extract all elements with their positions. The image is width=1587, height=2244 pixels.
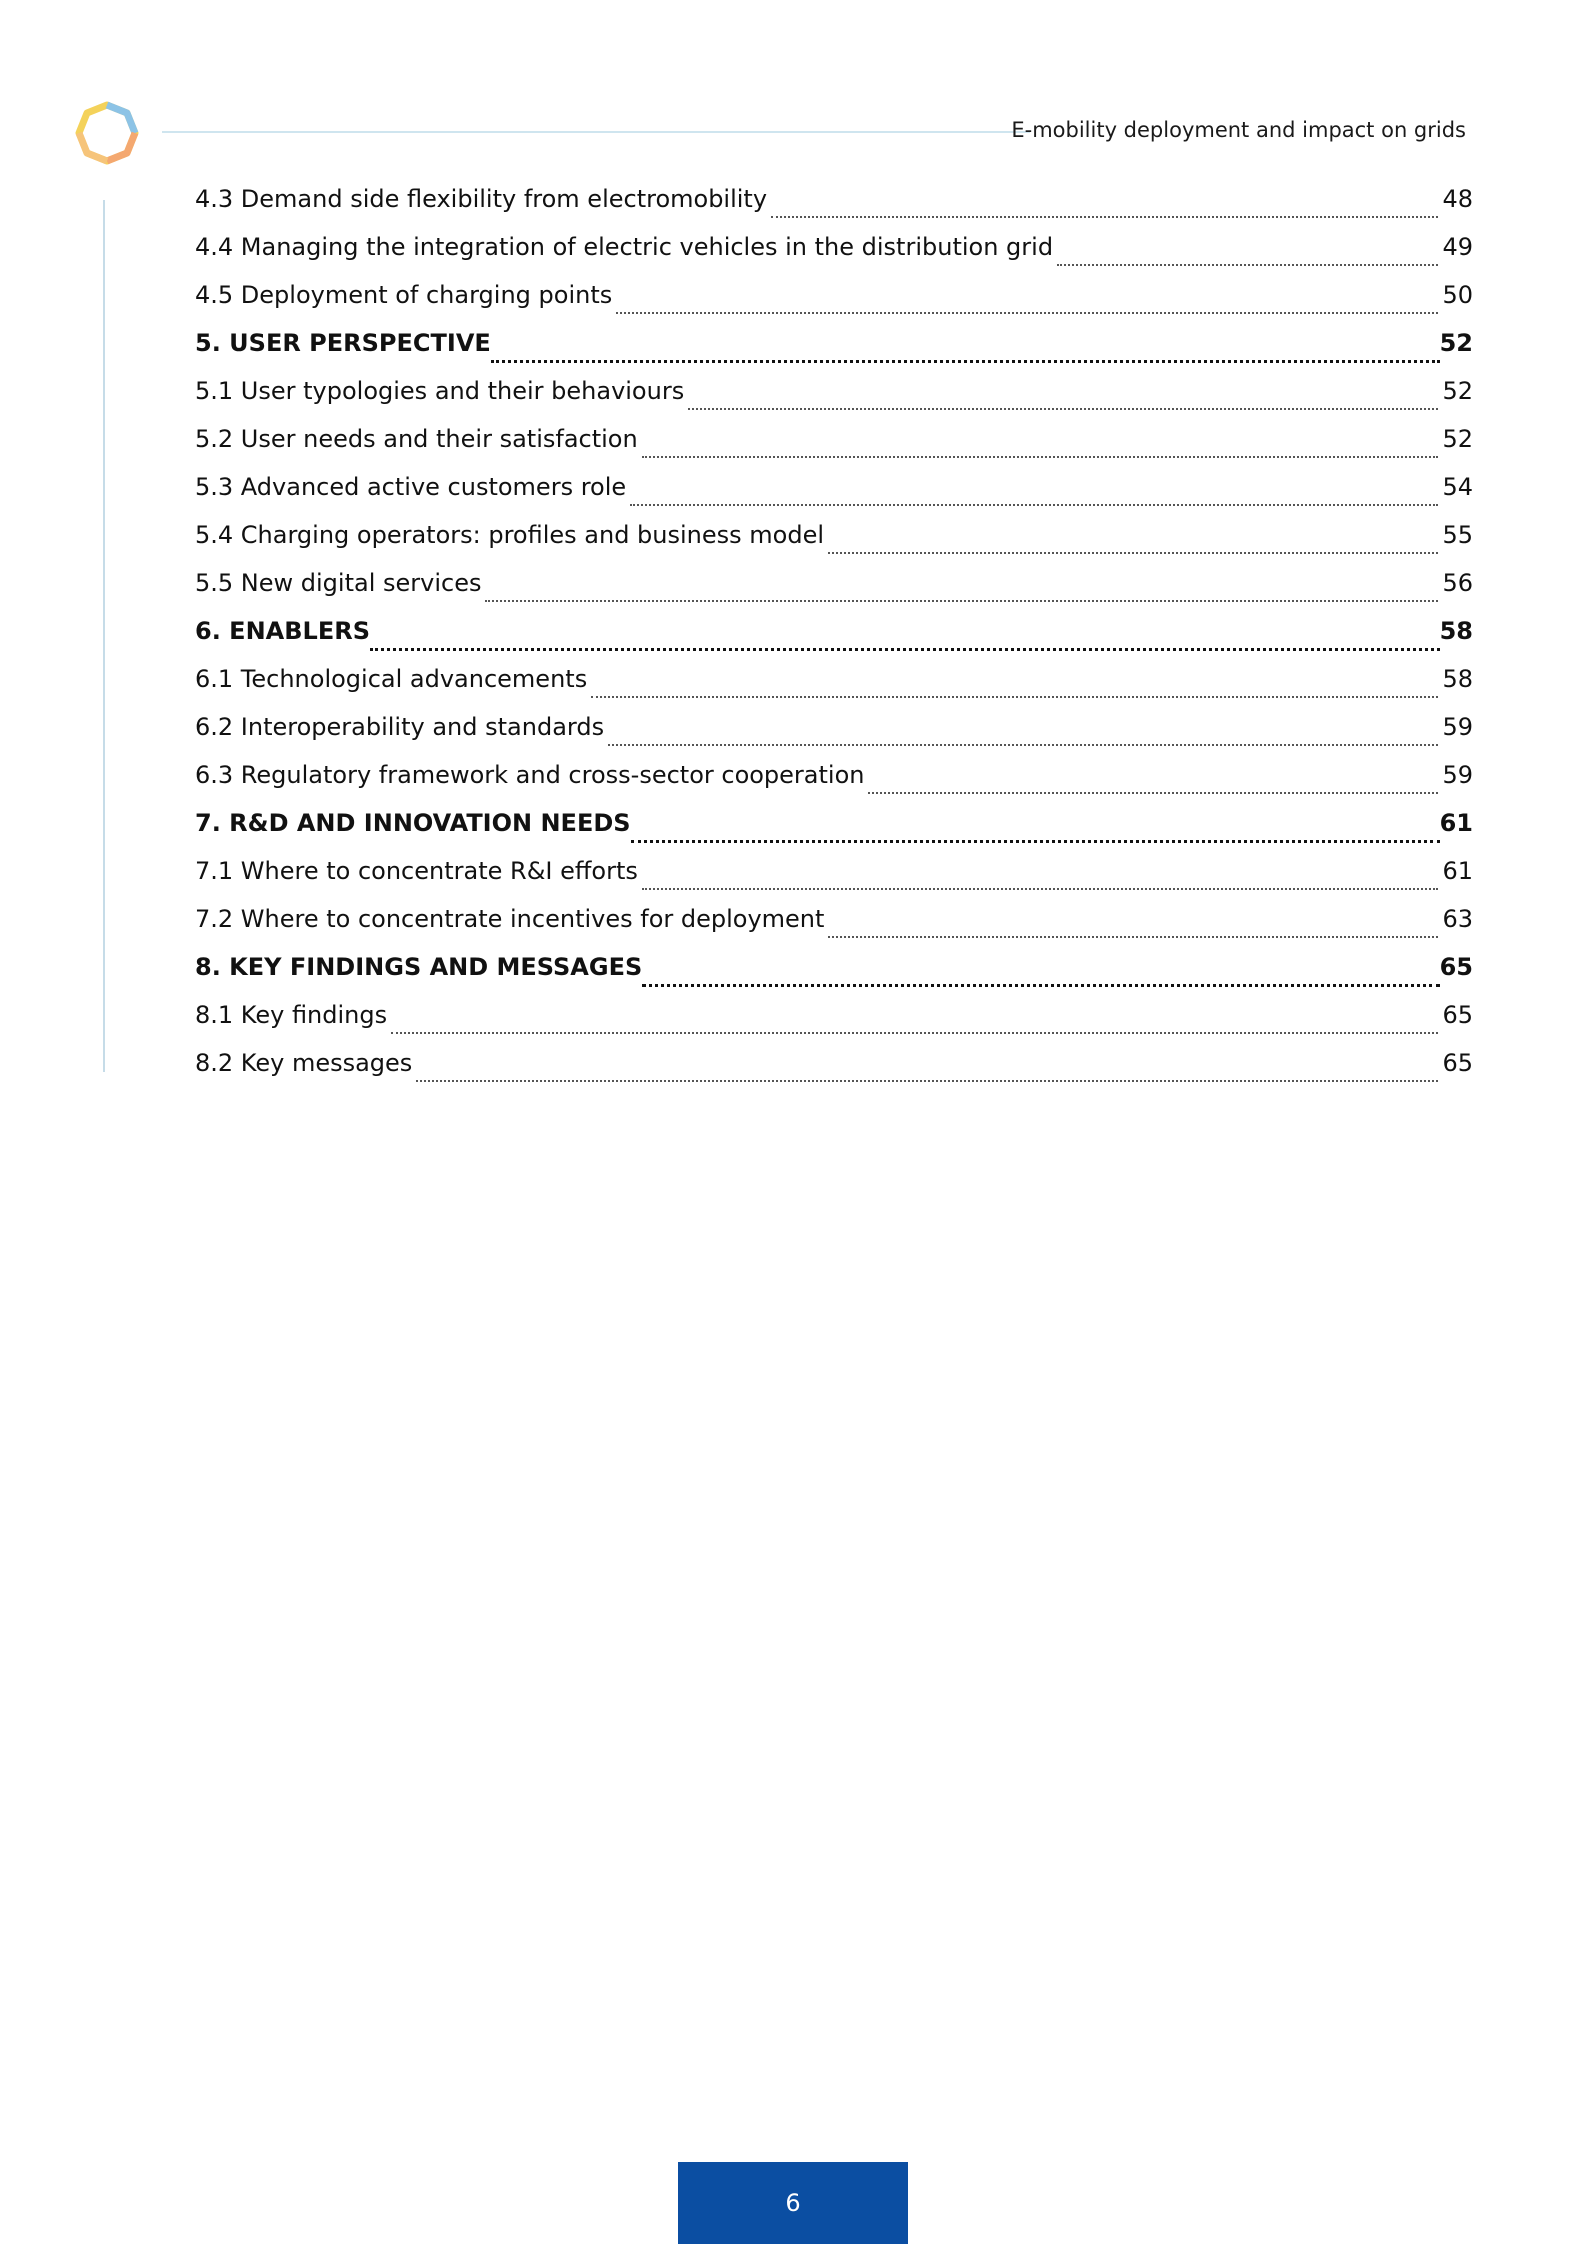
toc-section-row[interactable] — [195, 713, 1473, 761]
margin-rule — [103, 200, 105, 1072]
toc-entry-page: 61 — [1442, 857, 1473, 885]
toc-dot-leader — [642, 888, 1439, 890]
toc-chapter-row[interactable] — [195, 809, 1473, 857]
toc-section-row[interactable] — [195, 281, 1473, 329]
toc-dot-leader — [1057, 264, 1438, 266]
toc-entry-title: 5.3 Advanced active customers role — [195, 473, 627, 501]
toc-dot-leader — [771, 216, 1438, 218]
toc-entry-title: 4.4 Managing the integration of electric vehicles in the distribution grid — [195, 233, 1054, 261]
toc-dot-leader — [491, 360, 1440, 363]
toc-section-row[interactable] — [195, 233, 1473, 281]
toc-entry-page: 61 — [1439, 809, 1473, 837]
toc-entry-title: 8.2 Key messages — [195, 1049, 413, 1077]
toc-section-row[interactable] — [195, 665, 1473, 713]
toc-dot-leader — [416, 1080, 1438, 1082]
toc-dot-leader — [630, 504, 1438, 506]
toc-entry-title: 4.5 Deployment of charging points — [195, 281, 613, 309]
toc-entry-page: 56 — [1442, 569, 1473, 597]
toc-entry-title: 4.3 Demand side flexibility from electromobility — [195, 185, 768, 213]
toc-entry-page: 52 — [1439, 329, 1473, 357]
toc-section-row[interactable] — [195, 905, 1473, 953]
toc-entry-page: 52 — [1442, 425, 1473, 453]
header-divider — [162, 131, 1030, 133]
toc-dot-leader — [485, 600, 1438, 602]
toc-dot-leader — [608, 744, 1438, 746]
toc-entry-page: 65 — [1442, 1049, 1473, 1077]
octagon-ring-logo-icon — [74, 100, 140, 166]
toc-dot-leader — [828, 552, 1438, 554]
toc-entry-page: 49 — [1442, 233, 1473, 261]
toc-entry-page: 50 — [1442, 281, 1473, 309]
toc-entry-page: 55 — [1442, 521, 1473, 549]
toc-section-row[interactable] — [195, 521, 1473, 569]
toc-section-row[interactable] — [195, 185, 1473, 233]
toc-section-row[interactable] — [195, 569, 1473, 617]
toc-entry-title: 7. R&D AND INNOVATION NEEDS — [195, 809, 631, 837]
toc-dot-leader — [370, 648, 1440, 651]
toc-entry-page: 54 — [1442, 473, 1473, 501]
toc-dot-leader — [591, 696, 1438, 698]
toc-entry-title: 6. ENABLERS — [195, 617, 370, 645]
toc-dot-leader — [868, 792, 1438, 794]
toc-entry-page: 65 — [1439, 953, 1473, 981]
toc-entry-title: 5.4 Charging operators: profiles and business model — [195, 521, 825, 549]
toc-entry-page: 65 — [1442, 1001, 1473, 1029]
table-of-contents — [195, 185, 1473, 1097]
toc-section-row[interactable] — [195, 1001, 1473, 1049]
toc-dot-leader — [828, 936, 1438, 938]
toc-dot-leader — [631, 840, 1440, 843]
toc-chapter-row[interactable] — [195, 617, 1473, 665]
toc-entry-page: 52 — [1442, 377, 1473, 405]
toc-entry-title: 7.2 Where to concentrate incentives for deployment — [195, 905, 825, 933]
toc-entry-title: 5.2 User needs and their satisfaction — [195, 425, 638, 453]
page-number: 6 — [678, 2162, 908, 2244]
toc-chapter-row[interactable] — [195, 329, 1473, 377]
toc-entry-title: 5.1 User typologies and their behaviours — [195, 377, 685, 405]
toc-dot-leader — [688, 408, 1438, 410]
toc-section-row[interactable] — [195, 857, 1473, 905]
toc-chapter-row[interactable] — [195, 953, 1473, 1001]
toc-section-row[interactable] — [195, 761, 1473, 809]
toc-entry-title: 6.2 Interoperability and standards — [195, 713, 605, 741]
toc-entry-page: 63 — [1442, 905, 1473, 933]
toc-entry-title: 8. KEY FINDINGS AND MESSAGES — [195, 953, 643, 981]
toc-entry-page: 59 — [1442, 713, 1473, 741]
toc-entry-title: 8.1 Key findings — [195, 1001, 388, 1029]
toc-section-row[interactable] — [195, 1049, 1473, 1097]
toc-entry-page: 59 — [1442, 761, 1473, 789]
toc-entry-title: 6.1 Technological advancements — [195, 665, 588, 693]
toc-dot-leader — [391, 1032, 1438, 1034]
toc-entry-page: 58 — [1439, 617, 1473, 645]
toc-section-row[interactable] — [195, 425, 1473, 473]
toc-entry-title: 5.5 New digital services — [195, 569, 482, 597]
toc-section-row[interactable] — [195, 473, 1473, 521]
toc-entry-title: 6.3 Regulatory framework and cross-sector cooperation — [195, 761, 865, 789]
document-title: E-mobility deployment and impact on grids — [1011, 118, 1466, 142]
toc-entry-title: 7.1 Where to concentrate R&I efforts — [195, 857, 638, 885]
toc-dot-leader — [642, 984, 1439, 987]
toc-dot-leader — [642, 456, 1439, 458]
toc-entry-page: 48 — [1442, 185, 1473, 213]
toc-entry-title: 5. USER PERSPECTIVE — [195, 329, 491, 357]
toc-dot-leader — [616, 312, 1438, 314]
toc-entry-page: 58 — [1442, 665, 1473, 693]
toc-section-row[interactable] — [195, 377, 1473, 425]
